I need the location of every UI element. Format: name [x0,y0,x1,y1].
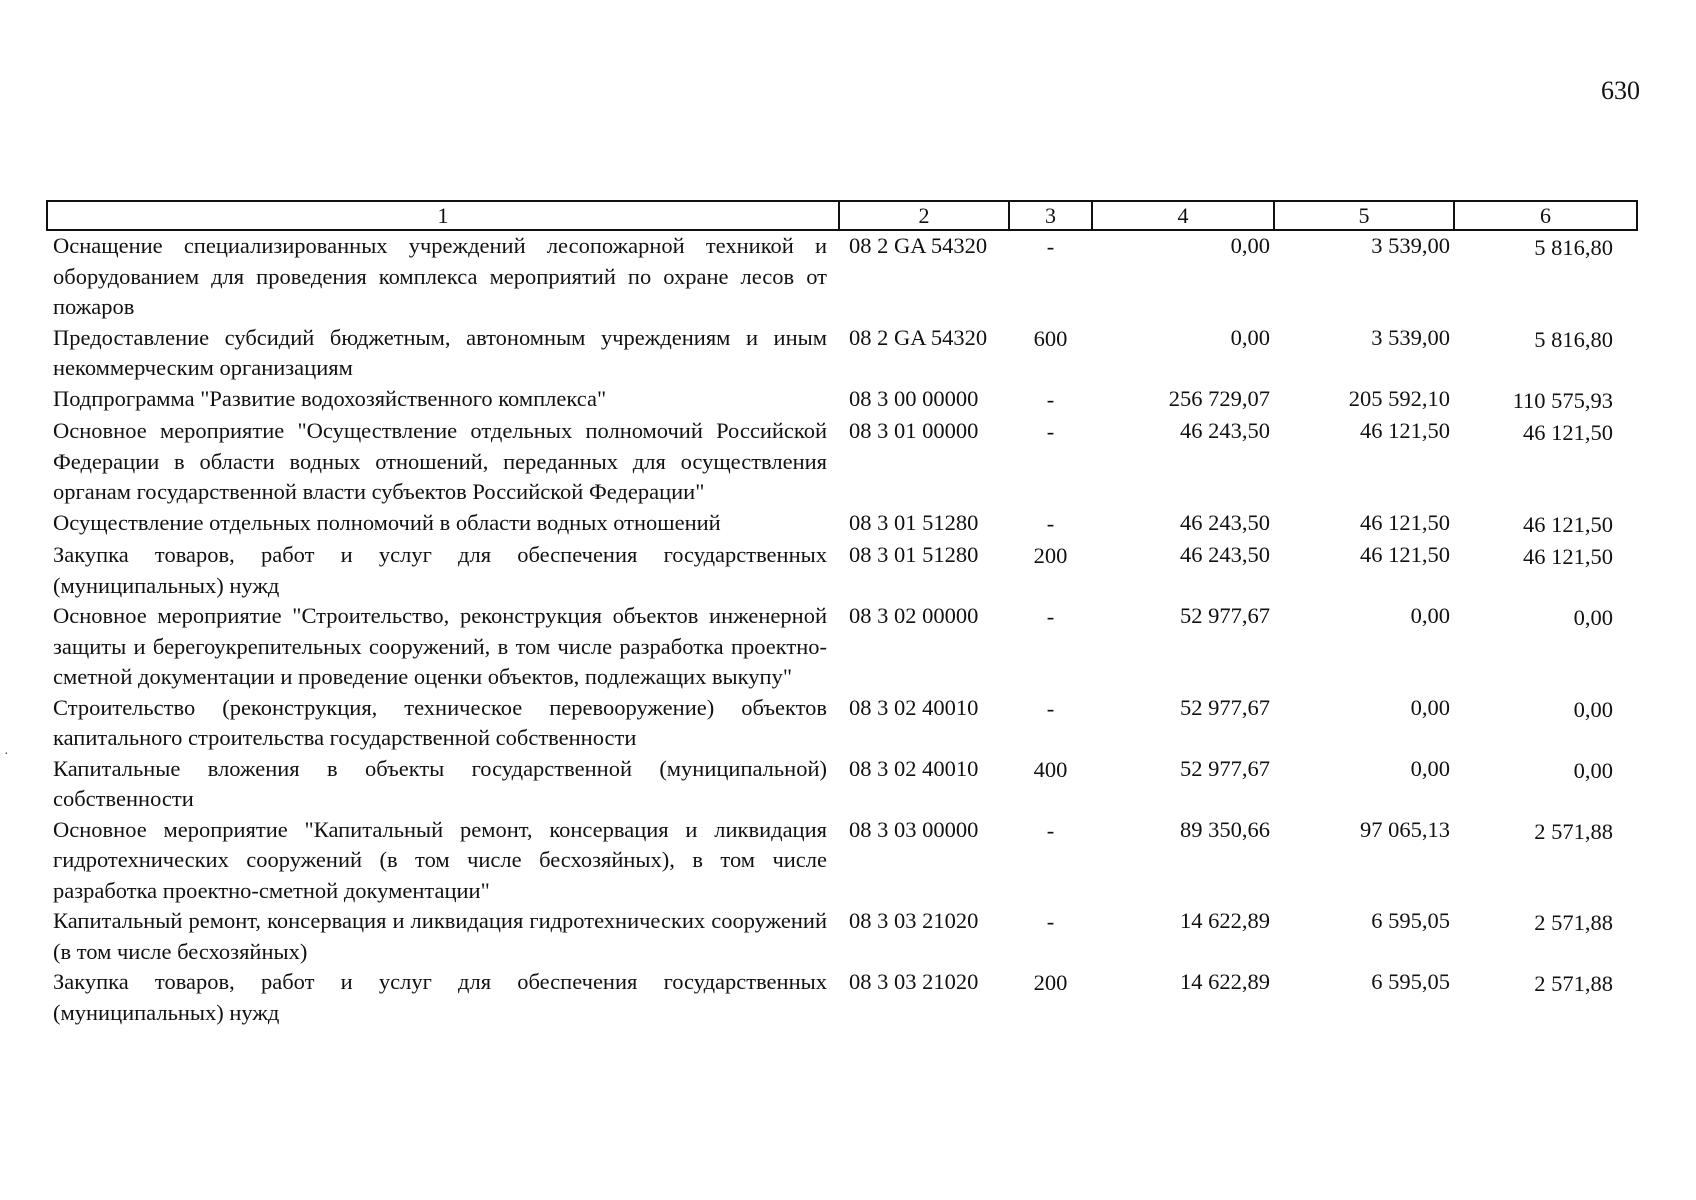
row-name-cell: Основное мероприятие "Осуществление отдельных полномочий Российской Федерации в области водных отношений, переданных для осуществления органам государственной власти субъектов Российской Федерации" [53,418,827,504]
row-value-col4-cell: 52 977,67 [1180,755,1270,781]
table-row [47,416,1637,508]
row-code-cell: 08 3 02 40010 [849,755,979,781]
row-value-col6-cell: 0,00 [1573,696,1613,722]
row-code-cell: 08 3 01 51280 [849,542,979,567]
column-header-3: 3 [1009,201,1092,230]
row-code-cell: 08 2 GA 54320 [849,324,988,350]
row-value-col4-cell: 0,00 [1230,324,1270,350]
row-value-col6-cell: 110 575,93 [1512,387,1613,413]
row-expense-type-cell: 600 [1033,325,1068,351]
row-value-col6-cell: 0,00 [1573,605,1613,630]
table-row [47,384,1637,417]
row-value-col5-cell: 97 065,13 [1360,816,1450,842]
row-expense-type-cell: - [1046,909,1055,934]
row-expense-type-cell: - [1046,604,1055,629]
row-name-cell: Капитальный ремонт, консервация и ликвидация гидротехнических сооружений (в том числе бесхозяйных) [53,908,827,964]
row-name-cell: Капитальные вложения в объекты государственной (муниципальной) собственности [53,755,827,811]
row-value-col4-cell: 14 622,89 [1180,969,1270,994]
row-value-col6-cell: 2 571,88 [1534,910,1613,935]
table-body [47,230,1637,1028]
row-value-col6-cell: 2 571,88 [1534,971,1613,996]
column-header-5: 5 [1274,201,1454,230]
row-value-col4-cell: 52 977,67 [1180,603,1270,628]
row-value-col5-cell: 46 121,50 [1360,542,1450,567]
table-row [47,323,1637,384]
column-header-2: 2 [839,201,1009,230]
row-value-col5-cell: 0,00 [1410,694,1450,720]
row-value-col5-cell: 0,00 [1410,603,1450,628]
row-value-col5-cell: 3 539,00 [1371,233,1450,258]
column-header-4: 4 [1092,201,1274,230]
row-code-cell: 08 3 03 00000 [849,816,979,842]
row-value-col5-cell: 6 595,05 [1371,908,1450,933]
row-code-cell: 08 3 01 51280 [849,509,979,535]
row-name-cell: Подпрограмма "Развитие водохозяйственного комплекса" [53,385,607,411]
table-row [47,693,1637,754]
row-expense-type-cell: - [1046,386,1055,412]
row-value-col6-cell: 46 121,50 [1523,511,1613,537]
row-code-cell: 08 3 03 21020 [849,969,979,994]
row-name-cell: Закупка товаров, работ и услуг для обеспечения государственных (муниципальных) нужд [53,969,827,1025]
row-value-col5-cell: 46 121,50 [1360,509,1450,535]
row-value-col4-cell: 89 350,66 [1180,816,1270,842]
table-row [47,967,1637,1028]
row-value-col4-cell: 46 243,50 [1180,542,1270,567]
row-name-cell: Строительство (реконструкция, техническое перевооружение) объектов капитального строительства государственной собственности [53,694,827,750]
budget-table [46,200,1638,1028]
row-value-col4-cell: 256 729,07 [1168,385,1270,411]
row-name-cell: Основное мероприятие "Строительство, реконструкция объектов инженерной защиты и берегоукрепительных сооружений, в том числе разработка проектно-сметной документации и проведение оценки объектов, подлежащих выкупу" [53,603,827,689]
row-code-cell: 08 3 02 00000 [849,603,979,628]
table-row [47,508,1637,541]
row-expense-type-cell: - [1046,234,1055,259]
row-name-cell: Осуществление отдельных полномочий в области водных отношений [53,509,721,535]
row-value-col5-cell: 0,00 [1410,755,1450,781]
column-header-6: 6 [1454,201,1637,230]
scan-artifact-dot: · [4,747,9,762]
column-header-1: 1 [47,201,839,230]
row-value-col5-cell: 46 121,50 [1360,418,1450,443]
row-name-cell: Основное мероприятие "Капитальный ремонт, консервация и ликвидация гидротехнических сооружений (в том числе бесхозяйных), в том числе разработка проектно-сметной документации" [53,816,827,903]
table-row [47,540,1637,601]
row-code-cell: 08 2 GA 54320 [849,233,988,258]
row-value-col6-cell: 5 816,80 [1534,235,1613,260]
row-expense-type-cell: - [1046,510,1055,536]
row-value-col4-cell: 14 622,89 [1180,908,1270,933]
row-name-cell: Оснащение специализированных учреждений лесопожарной техникой и оборудованием для проведения комплекса мероприятий по охране лесов от пожаров [53,233,827,319]
row-name-cell: Предоставление субсидий бюджетным, автономным учреждениям и иным некоммерческим организациям [53,324,827,380]
row-expense-type-cell: 400 [1033,756,1068,782]
table-row [47,754,1637,815]
row-value-col4-cell: 46 243,50 [1180,509,1270,535]
row-name-cell: Закупка товаров, работ и услуг для обеспечения государственных (муниципальных) нужд [53,542,827,598]
row-value-col6-cell: 5 816,80 [1534,326,1613,352]
row-value-col5-cell: 205 592,10 [1348,385,1450,411]
row-value-col5-cell: 6 595,05 [1371,969,1450,994]
table-header-row [47,201,1637,230]
row-value-col6-cell: 46 121,50 [1523,544,1613,569]
row-code-cell: 08 3 01 00000 [849,418,979,443]
page-number: 630 [1601,76,1640,105]
row-expense-type-cell: - [1046,695,1055,721]
row-expense-type-cell: - [1046,817,1055,843]
row-value-col6-cell: 0,00 [1573,757,1613,783]
row-expense-type-cell: 200 [1033,543,1068,568]
row-value-col6-cell: 46 121,50 [1523,420,1613,445]
row-code-cell: 08 3 02 40010 [849,694,979,720]
row-code-cell: 08 3 03 21020 [849,908,979,933]
row-value-col4-cell: 46 243,50 [1180,418,1270,443]
table-row [47,815,1637,907]
row-value-col4-cell: 0,00 [1230,233,1270,258]
row-value-col6-cell: 2 571,88 [1534,818,1613,844]
table-row [47,230,1637,323]
row-value-col4-cell: 52 977,67 [1180,694,1270,720]
row-value-col5-cell: 3 539,00 [1371,324,1450,350]
row-code-cell: 08 3 00 00000 [849,385,979,411]
row-expense-type-cell: - [1046,419,1055,444]
row-expense-type-cell: 200 [1033,970,1068,995]
table-row [47,906,1637,967]
table-row [47,601,1637,693]
